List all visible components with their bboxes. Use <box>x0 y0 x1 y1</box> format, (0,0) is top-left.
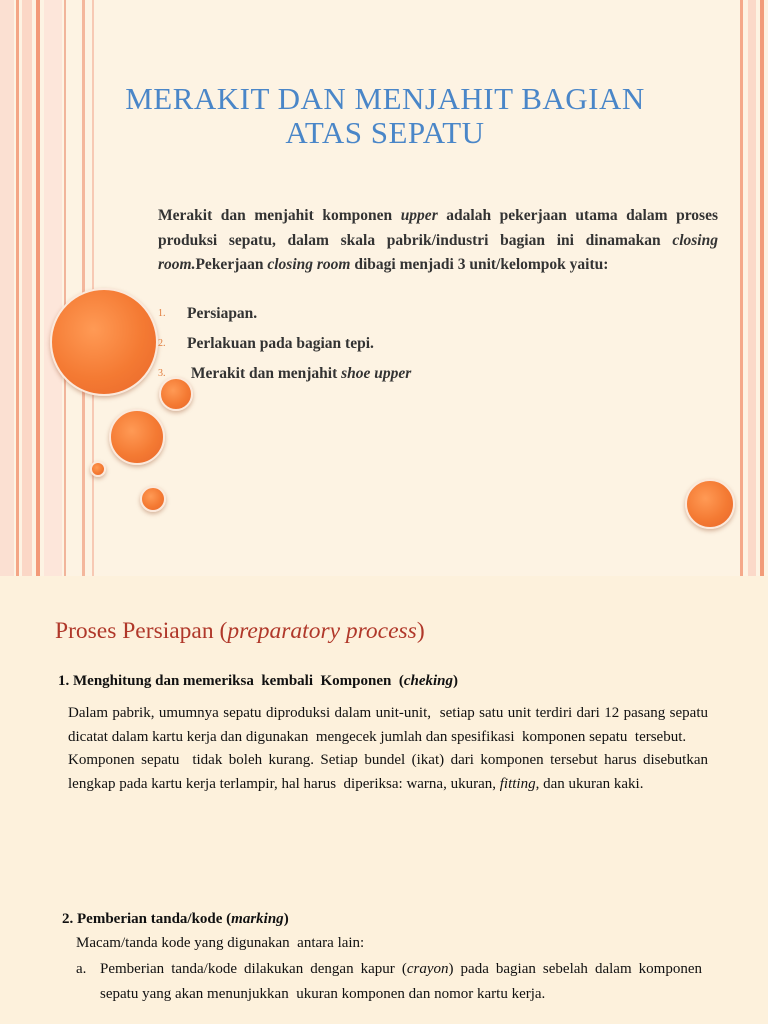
italic-term: marking <box>231 911 284 927</box>
stripe-decoration <box>22 0 32 576</box>
text: 1. Menghitung dan memeriksa kembali Komponen ( <box>58 673 404 689</box>
text: ) pada bagian sebelah dalam komponen sepatu yang akan menunjukkan ukuran komponen dan nomor kartu kerja. <box>100 961 710 1002</box>
decorative-circle <box>140 486 166 512</box>
decorative-circle <box>50 288 158 396</box>
list-item <box>76 957 710 1006</box>
list-text: Perlakuan pada bagian tepi. <box>187 335 374 352</box>
decorative-circle <box>685 479 735 529</box>
decorative-circle <box>90 461 106 477</box>
list-label: a. <box>76 961 87 977</box>
text: Merakit dan menjahit <box>187 365 342 382</box>
text: Pekerjaan <box>195 256 268 273</box>
text: adalah pekerjaan utama dalam proses produksi sepatu, dalam skala pabrik/industri bagian ini dinamakan <box>158 207 718 249</box>
text: , dan ukuran kaki. <box>535 775 644 792</box>
slide-2 <box>0 576 768 1024</box>
intro-paragraph <box>158 204 718 278</box>
italic-term: preparatory process <box>227 618 417 644</box>
list-item <box>158 362 718 392</box>
slide-title <box>55 618 425 645</box>
list-item <box>158 302 718 332</box>
section-heading <box>58 673 458 690</box>
text: Proses Persiapan ( <box>55 618 228 644</box>
list-text <box>100 957 710 1006</box>
list-number: 2. <box>158 338 166 349</box>
text: Komponen sepatu tidak boleh kurang. Setiap bundel (ikat) dari komponen tersebut harus disebutkan lengkap pada kartu kerja terlampir, hal harus diperiksa: warna, ukuran, <box>68 752 712 792</box>
title-line: ATAS SEPATU <box>285 115 485 150</box>
italic-term: crayon <box>406 961 449 977</box>
title-line: MERAKIT DAN MENJAHIT BAGIAN <box>125 81 645 116</box>
paragraph <box>68 749 712 796</box>
stripe-decoration <box>748 0 756 576</box>
list-text: Persiapan. <box>187 305 258 322</box>
numbered-list <box>158 302 718 392</box>
italic-term: fitting <box>499 775 536 792</box>
text: ) <box>283 911 289 927</box>
text: dibagi menjadi 3 unit/kelompok yaitu: <box>350 256 609 273</box>
section-paragraph <box>68 702 712 796</box>
list-number: 3. <box>158 368 166 379</box>
text: Pemberian tanda/kode dilakukan dengan kapur ( <box>100 961 407 977</box>
stripe-decoration <box>16 0 19 576</box>
text: 2. Pemberian tanda/kode ( <box>62 911 232 927</box>
italic-term: cheking <box>403 673 454 689</box>
italic-term: upper <box>400 207 438 224</box>
stripe-decoration <box>760 0 764 576</box>
list-item <box>158 332 718 362</box>
text: Merakit dan menjahit komponen <box>158 207 401 224</box>
list-number: 1. <box>158 308 166 319</box>
slide-title <box>60 82 710 150</box>
decorative-circle <box>109 409 165 465</box>
text: ) <box>453 673 459 689</box>
stripe-decoration <box>0 0 14 576</box>
list-text <box>187 362 411 386</box>
italic-term: closing room <box>267 256 351 273</box>
italic-term: closing room. <box>158 231 718 273</box>
section-heading <box>62 911 289 928</box>
italic-term: shoe upper <box>341 365 412 382</box>
stripe-decoration <box>740 0 743 576</box>
stripe-decoration <box>36 0 40 576</box>
text: ) <box>416 618 425 644</box>
paragraph: Dalam pabrik, umumnya sepatu diproduksi dalam unit-unit, setiap satu unit terdiri dari 12 pasang sepatu dicatat dalam kartu kerja dan digunakan mengecek jumlah dan spesifikasi komponen sepatu tersebut. <box>68 705 712 745</box>
subtitle-text: Macam/tanda kode yang digunakan antara lain: <box>76 935 365 951</box>
